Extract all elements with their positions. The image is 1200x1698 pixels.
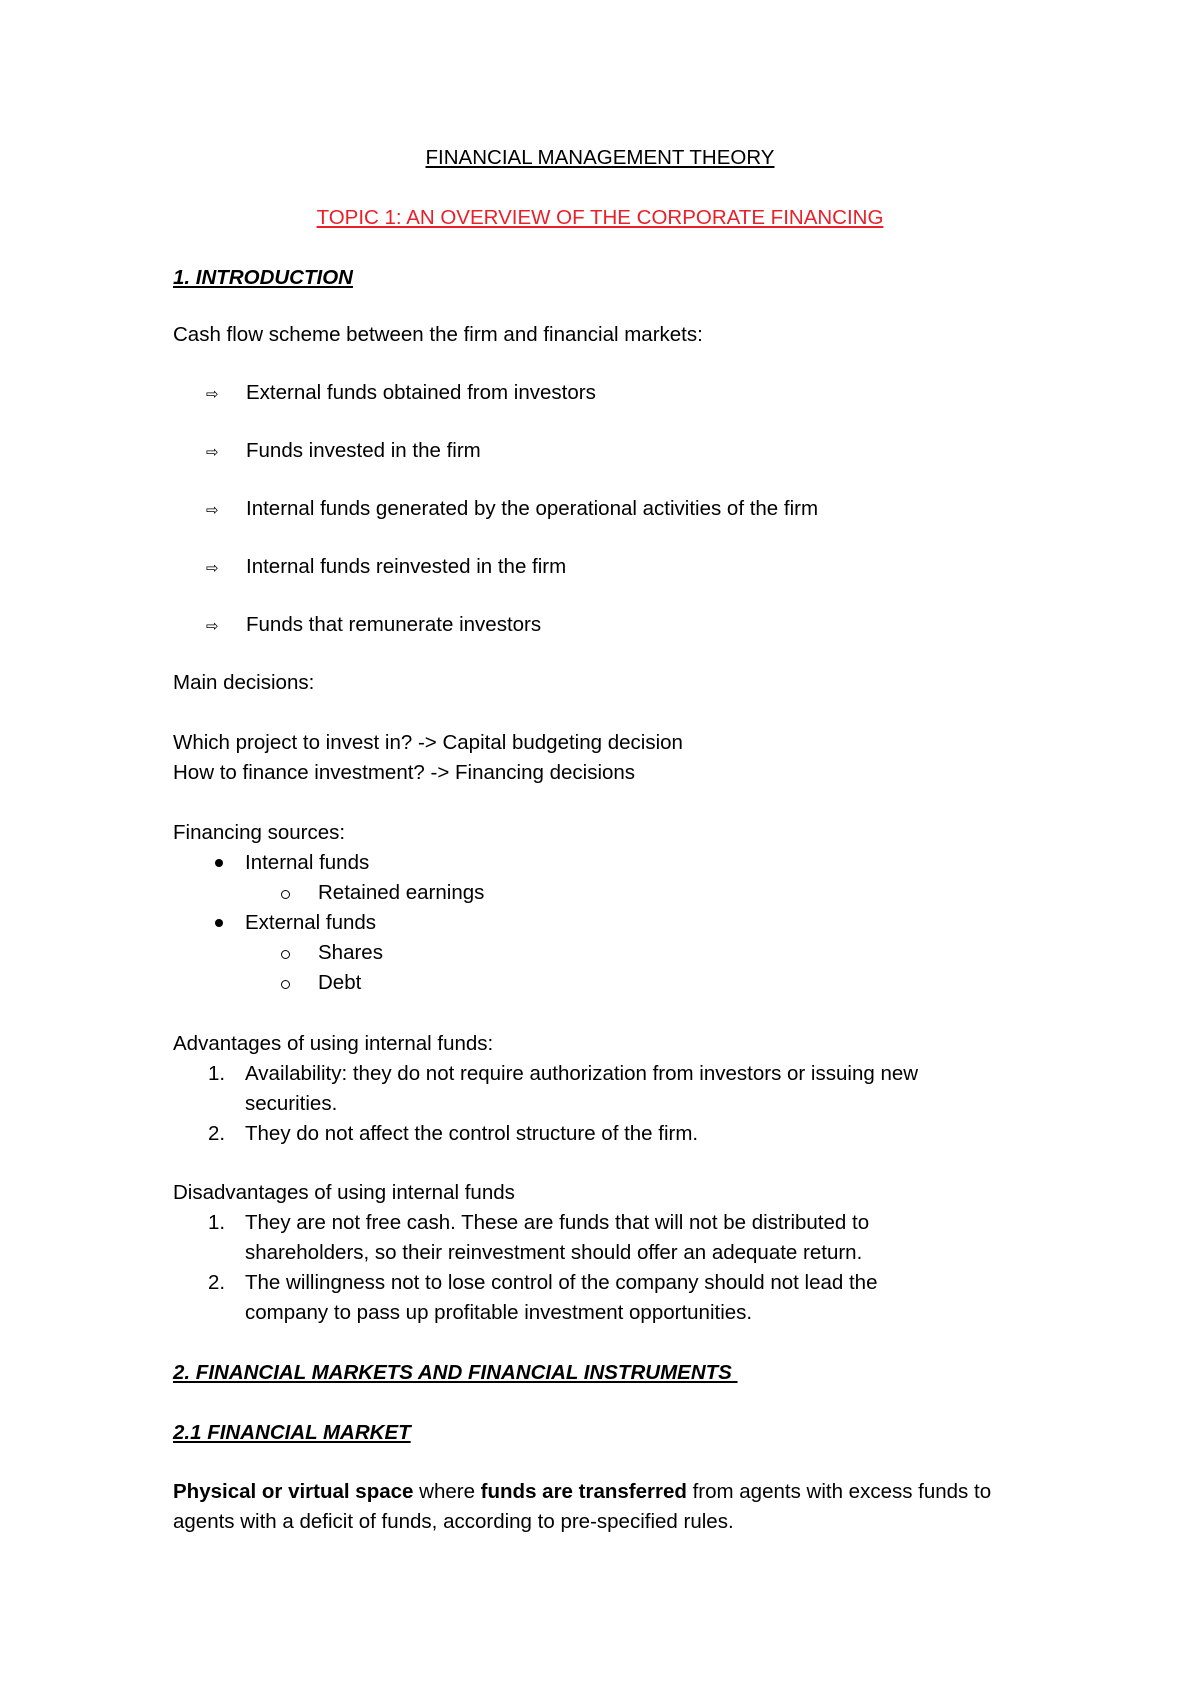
list-number: 2.: [208, 1122, 226, 1145]
list-item-text: Internal funds generated by the operational activities of the firm: [246, 497, 819, 520]
list-item: [206, 497, 818, 522]
circle-bullet-icon: [281, 980, 290, 989]
list-item-text: Shares: [318, 941, 383, 964]
document-title: FINANCIAL MANAGEMENT THEORY: [425, 146, 775, 169]
list-item: [173, 941, 383, 965]
definition-text: from agents with excess funds to: [686, 1480, 992, 1503]
arrow-right-icon: ⇨: [206, 443, 219, 461]
list-item: [173, 1271, 877, 1295]
financial-market-definition-continuation: agents with a deficit of funds, according to pre-specified rules.: [173, 1510, 734, 1533]
list-item-continuation: shareholders, so their reinvestment should offer an adequate return.: [245, 1241, 863, 1264]
list-item-text: Availability: they do not require authorization from investors or issuing new: [245, 1062, 919, 1085]
topic-title: TOPIC 1: AN OVERVIEW OF THE CORPORATE FINANCING: [316, 206, 884, 229]
list-number: 2.: [208, 1271, 226, 1294]
section-heading-financial-markets: 2. FINANCIAL MARKETS AND FINANCIAL INSTRUMENTS: [173, 1361, 738, 1384]
list-item-text: External funds obtained from investors: [246, 381, 596, 404]
list-item-text: External funds: [245, 911, 377, 934]
list-item: [173, 1062, 918, 1086]
list-item: [206, 555, 566, 580]
decision-financing: How to finance investment? -> Financing decisions: [173, 761, 636, 784]
subsection-heading-financial-market: 2.1 FINANCIAL MARKET: [173, 1421, 411, 1444]
list-item: [173, 851, 369, 875]
list-item-text: Funds invested in the firm: [246, 439, 481, 462]
list-item: [206, 381, 596, 406]
list-number: 1.: [208, 1211, 226, 1234]
list-item-text: Debt: [318, 971, 362, 994]
definition-text: where: [413, 1480, 481, 1503]
circle-bullet-icon: [281, 950, 290, 959]
bullet-icon: [215, 859, 223, 867]
arrow-right-icon: ⇨: [206, 617, 219, 635]
list-item-continuation: company to pass up profitable investment opportunities.: [245, 1301, 753, 1324]
list-item-text: Internal funds reinvested in the firm: [246, 555, 567, 578]
main-decisions-label: Main decisions:: [173, 671, 315, 694]
arrow-right-icon: ⇨: [206, 385, 219, 403]
arrow-right-icon: ⇨: [206, 501, 219, 519]
list-item-text: The willingness not to lose control of the company should not lead the: [245, 1271, 878, 1294]
list-item: [173, 1122, 698, 1146]
list-item: [206, 613, 541, 638]
list-item: [206, 439, 481, 464]
list-item: [173, 971, 361, 995]
arrow-right-icon: ⇨: [206, 559, 219, 577]
financial-market-definition: [173, 1480, 991, 1504]
list-item-continuation: securities.: [245, 1092, 338, 1115]
list-item: [173, 1211, 869, 1235]
financing-sources-label: Financing sources:: [173, 821, 346, 844]
definition-emphasis: Physical or virtual space: [173, 1480, 414, 1503]
list-item: [173, 881, 484, 905]
definition-emphasis: funds are transferred: [480, 1480, 687, 1503]
list-item-text: Funds that remunerate investors: [246, 613, 542, 636]
circle-bullet-icon: [281, 890, 290, 899]
list-item-text: They are not free cash. These are funds that will not be distributed to: [245, 1211, 870, 1234]
list-item-text: Retained earnings: [318, 881, 485, 904]
advantages-label: Advantages of using internal funds:: [173, 1032, 494, 1055]
section-heading-introduction: 1. INTRODUCTION: [173, 266, 353, 289]
list-item: [173, 911, 376, 935]
bullet-icon: [215, 919, 223, 927]
cashflow-intro: Cash flow scheme between the firm and financial markets:: [173, 323, 703, 346]
decision-capital-budgeting: Which project to invest in? -> Capital budgeting decision: [173, 731, 683, 754]
disadvantages-label: Disadvantages of using internal funds: [173, 1181, 515, 1204]
list-number: 1.: [208, 1062, 226, 1085]
list-item-text: Internal funds: [245, 851, 370, 874]
list-item-text: They do not affect the control structure of the firm.: [245, 1122, 699, 1145]
